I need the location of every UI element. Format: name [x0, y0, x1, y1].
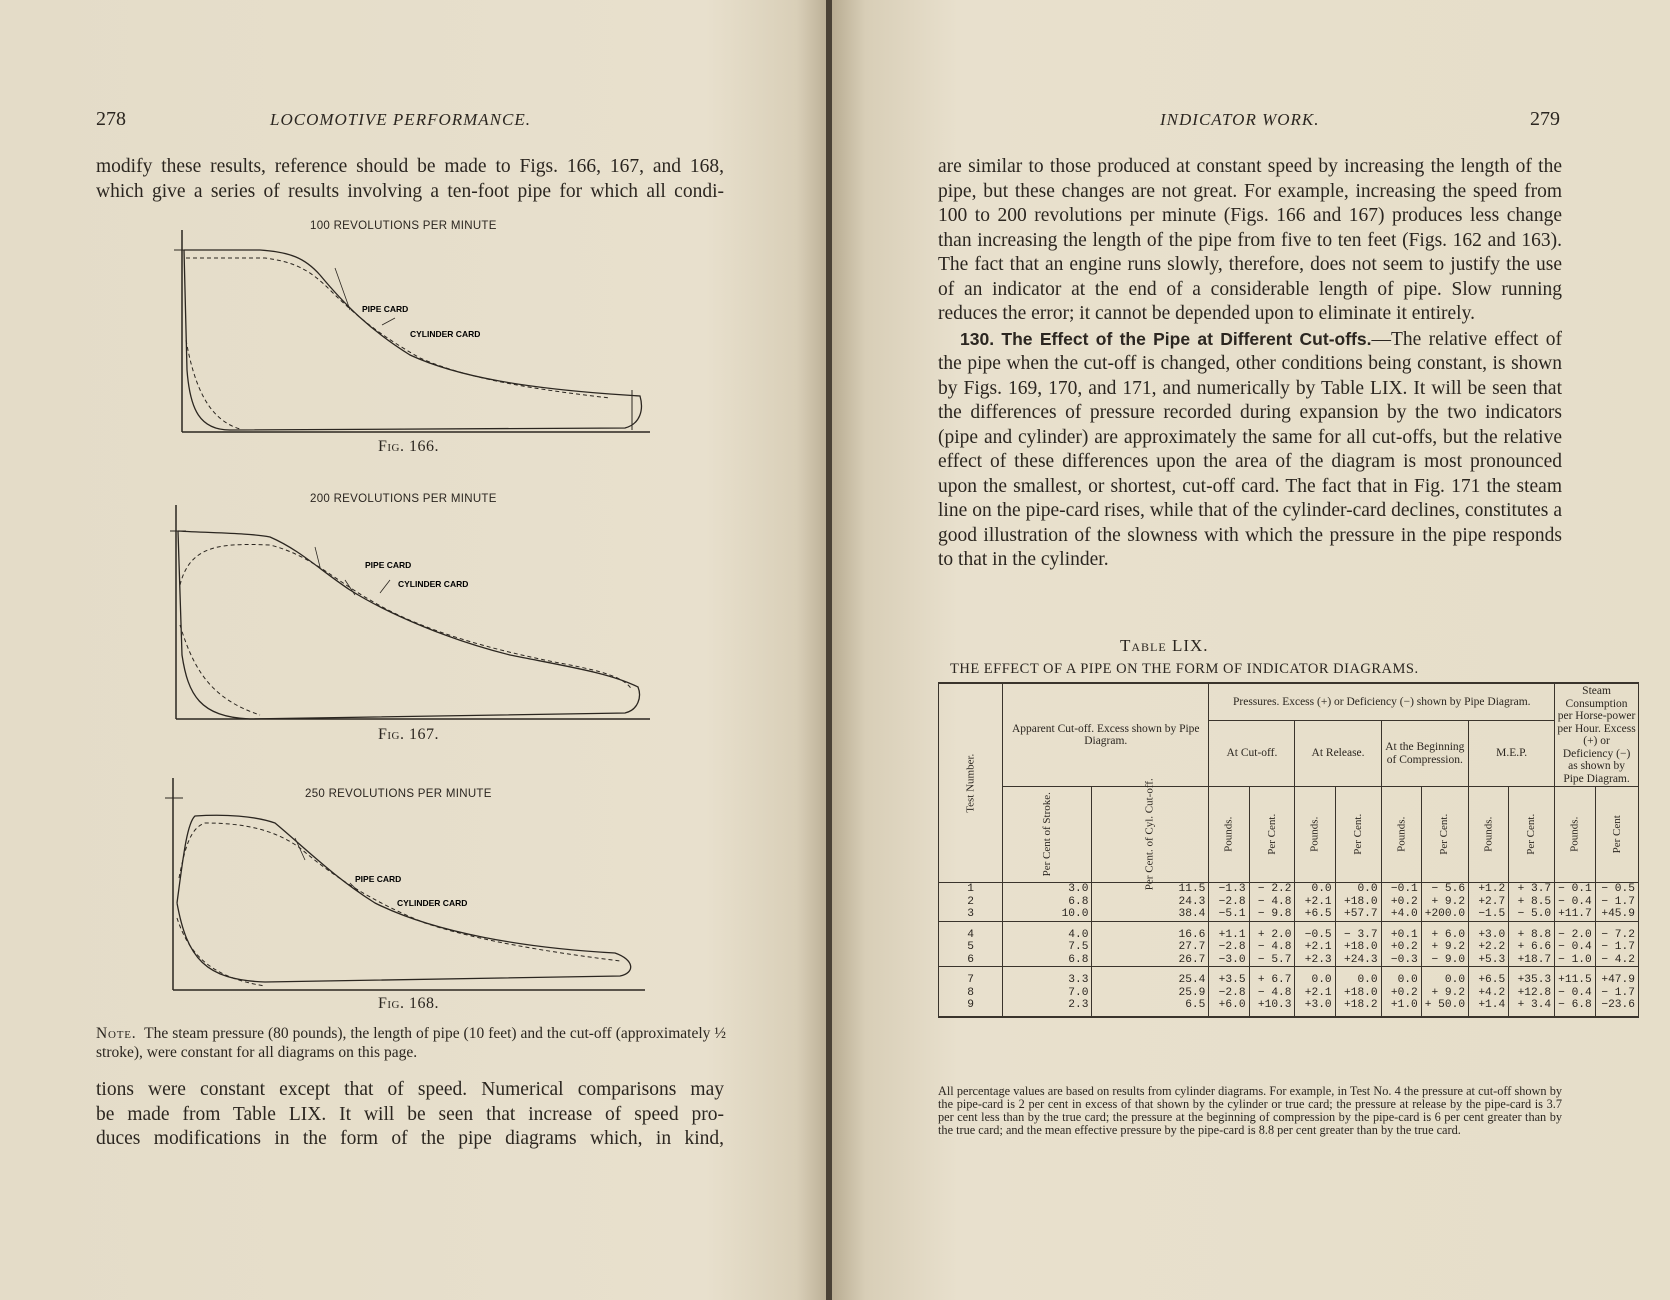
table-cell: 0.0	[1381, 967, 1421, 987]
table-title: THE EFFECT OF A PIPE ON THE FORM OF INDICATOR DIAGRAMS.	[950, 661, 1419, 677]
table-cell: 27.7	[1092, 941, 1209, 954]
th-per-cent: Per Cent.	[1249, 787, 1295, 883]
fig-167-caption: Fig. 167.	[378, 726, 440, 743]
table-cell: 11.5	[1092, 883, 1209, 896]
table-cell: +18.2	[1335, 999, 1381, 1017]
table-cell: 3.0	[1003, 883, 1092, 896]
page-number-left: 278	[96, 108, 126, 130]
table-cell: + 6.7	[1249, 967, 1295, 987]
table-body	[939, 883, 1639, 1017]
table-cell: +3.0	[1295, 999, 1335, 1017]
th-pounds: Pounds.	[1555, 787, 1596, 883]
paragraph-2	[938, 327, 1562, 573]
table-cell: + 6.6	[1509, 941, 1555, 954]
note-label: Note.	[96, 1025, 137, 1042]
table-cell: + 8.8	[1509, 921, 1555, 941]
table-cell: +1.0	[1381, 999, 1421, 1017]
table-cell: − 3.7	[1335, 921, 1381, 941]
table-cell: +200.0	[1421, 908, 1468, 921]
test-number-cell: 8	[939, 987, 1003, 1000]
table-cell: +3.5	[1209, 967, 1249, 987]
th-per-cent: Per Cent.	[1421, 787, 1468, 883]
th-per-cent: Per Cent	[1595, 787, 1638, 883]
table-cell: +18.0	[1335, 896, 1381, 909]
text-line: modify these results, reference should be made to Figs. 166, 167, and 168,	[96, 156, 724, 177]
table-cell: 2.3	[1003, 999, 1092, 1017]
test-number-cell: 4	[939, 921, 1003, 941]
table-cell: + 9.2	[1421, 987, 1468, 1000]
table-cell: + 9.2	[1421, 896, 1468, 909]
table-cell: 6.8	[1003, 954, 1092, 967]
table-cell: +0.2	[1381, 896, 1421, 909]
paragraph-1: are similar to those produced at constant speed by increasing the length of the pipe, but these changes are not great. For example, increasing the speed from 100 to 200 revolutions per minute (Figs. 166 and 167) produces less change than increasing the length of the pipe from five to ten feet (Figs. 162 and 163). The fact that an engine runs slowly, therefore, does not seem to justify the use of an indicator at the end of a considerable length of pipe. Slow running reduces the error; it cannot be depended upon to eliminate it entirely.	[938, 156, 1562, 324]
table-cell: − 1.0	[1555, 954, 1596, 967]
table-cell: +35.3	[1509, 967, 1555, 987]
table-cell: 6.5	[1092, 999, 1209, 1017]
text-line: tions were constant except that of speed. Numerical comparisons may	[96, 1079, 724, 1100]
th-pounds: Pounds.	[1209, 787, 1249, 883]
table-cell: − 0.4	[1555, 941, 1596, 954]
table-cell: −2.8	[1209, 987, 1249, 1000]
table-cell: +2.1	[1295, 987, 1335, 1000]
test-number-cell: 5	[939, 941, 1003, 954]
table-cell: − 2.2	[1249, 883, 1295, 896]
test-number-cell: 2	[939, 896, 1003, 909]
table-cell: − 9.8	[1249, 908, 1295, 921]
table-row	[939, 954, 1639, 967]
table-cell: +6.0	[1209, 999, 1249, 1017]
fig-166-caption: Fig. 166.	[378, 438, 440, 455]
table-cell: 16.6	[1092, 921, 1209, 941]
test-number-cell: 3	[939, 908, 1003, 921]
table-cell: −0.5	[1295, 921, 1335, 941]
table-cell: 4.0	[1003, 921, 1092, 941]
th-pounds: Pounds.	[1381, 787, 1421, 883]
table-cell: + 8.5	[1509, 896, 1555, 909]
note-text: The steam pressure (80 pounds), the length of pipe (10 feet) and the cut-off (approximately ½ stroke), were constant for all diagrams on this page.	[96, 1025, 726, 1061]
test-number-cell: 1	[939, 883, 1003, 896]
th-mep: M.E.P.	[1469, 721, 1555, 787]
table-cell: − 7.2	[1595, 921, 1638, 941]
table-cell: +10.3	[1249, 999, 1295, 1017]
table-cell: +57.7	[1335, 908, 1381, 921]
table-cell: +6.5	[1295, 908, 1335, 921]
table-cell: +3.0	[1469, 921, 1509, 941]
fig-166-cylinder-label: CYLINDER CARD	[410, 329, 481, 339]
table-cell: + 6.0	[1421, 921, 1468, 941]
table-row	[939, 999, 1639, 1017]
page-number-right: 279	[1530, 108, 1560, 130]
table-cell: − 1.7	[1595, 987, 1638, 1000]
fig-168-pipe-label: PIPE CARD	[355, 874, 402, 884]
table-row	[939, 921, 1639, 941]
table-cell: 0.0	[1421, 967, 1468, 987]
table-cell: − 1.7	[1595, 896, 1638, 909]
table-cell: +0.1	[1381, 921, 1421, 941]
table-cell: +5.3	[1469, 954, 1509, 967]
table-cell: − 0.4	[1555, 896, 1596, 909]
table-cell: 24.3	[1092, 896, 1209, 909]
text-line: be made from Table LIX. It will be seen that increase of speed pro-	[96, 1103, 724, 1125]
running-head-right: INDICATOR WORK.	[1160, 110, 1320, 129]
fig-167-diagram	[170, 505, 660, 725]
left-page	[0, 0, 830, 1300]
table-cell: − 4.8	[1249, 896, 1295, 909]
section-heading: The Effect of the Pipe at Different Cut-offs.	[1001, 328, 1372, 349]
table-cell: 0.0	[1295, 883, 1335, 896]
table-cell: + 9.2	[1421, 941, 1468, 954]
fig-168-cylinder-label: CYLINDER CARD	[397, 898, 468, 908]
fig-167-pipe-label: PIPE CARD	[365, 560, 412, 570]
table-cell: −5.1	[1209, 908, 1249, 921]
table-row	[939, 987, 1639, 1000]
table-cell: 7.5	[1003, 941, 1092, 954]
table-cell: +2.1	[1295, 896, 1335, 909]
table-cell: −1.3	[1209, 883, 1249, 896]
table-cell: +2.7	[1469, 896, 1509, 909]
table-cell: +1.2	[1469, 883, 1509, 896]
table-cell: + 50.0	[1421, 999, 1468, 1017]
th-per-cent: Per Cent.	[1335, 787, 1381, 883]
table-cell: 25.4	[1092, 967, 1209, 987]
fig-167-cylinder-label: CYLINDER CARD	[398, 579, 469, 589]
text-line: which give a series of results involving a ten-foot pipe for which all condi-	[96, 180, 724, 202]
paragraph-top	[96, 155, 724, 204]
section-number: 130.	[960, 328, 995, 349]
fig-168-title: 250 REVOLUTIONS PER MINUTE	[305, 788, 492, 800]
table-cell: − 5.7	[1249, 954, 1295, 967]
test-number-cell: 9	[939, 999, 1003, 1017]
table-row	[939, 908, 1639, 921]
table-cell: +1.1	[1209, 921, 1249, 941]
th-pressures: Pressures. Excess (+) or Deficiency (−) shown by Pipe Diagram.	[1209, 683, 1555, 721]
th-pounds: Pounds.	[1469, 787, 1509, 883]
table-cell: + 2.0	[1249, 921, 1295, 941]
table-cell: 10.0	[1003, 908, 1092, 921]
table-cell: −2.8	[1209, 896, 1249, 909]
table-cell: − 1.7	[1595, 941, 1638, 954]
paragraph-2-body: —The relative effect of the pipe when the cut-off is changed, other conditions being constant, is shown by Figs. 169, 170, and 171, and numerically by Table LIX. It will be seen that the differences of pressure recorded during expansion by the two indicators (pipe and cylinder) are approximately the same for all cut-offs, but the relative effect of these differences upon the area of the diagram is most pronounced upon the smallest, or shortest, cut-off card. The fact that in Fig. 171 the steam line on the pipe-card rises, while that of the cylinder-card declines, constitutes a good illustration of the slowness with which the pressure in the pipe responds to that in the cylinder.	[938, 328, 1562, 570]
table-cell: − 2.0	[1555, 921, 1596, 941]
table-cell: +2.2	[1469, 941, 1509, 954]
table-cell: +47.9	[1595, 967, 1638, 987]
table-label: Table LIX.	[1120, 636, 1209, 655]
table-cell: +18.7	[1509, 954, 1555, 967]
table-cell: 3.3	[1003, 967, 1092, 987]
table-cell: − 4.2	[1595, 954, 1638, 967]
table-cell: +6.5	[1469, 967, 1509, 987]
table-cell: +4.2	[1469, 987, 1509, 1000]
th-apparent-cutoff: Apparent Cut-off. Excess shown by Pipe Diagram.	[1003, 683, 1209, 787]
table-cell: −3.0	[1209, 954, 1249, 967]
table-cell: −23.6	[1595, 999, 1638, 1017]
table-cell: −0.3	[1381, 954, 1421, 967]
th-at-cutoff: At Cut-off.	[1209, 721, 1295, 787]
table-cell: +1.4	[1469, 999, 1509, 1017]
table-lix	[938, 682, 1639, 1018]
th-at-compression: At the Beginning of Compression.	[1381, 721, 1468, 787]
table-cell: − 5.6	[1421, 883, 1468, 896]
table-cell: 0.0	[1335, 883, 1381, 896]
right-body-text	[938, 155, 1562, 573]
table-cell: −1.5	[1469, 908, 1509, 921]
running-head-left: LOCOMOTIVE PERFORMANCE.	[270, 110, 531, 129]
fig-166-title: 100 REVOLUTIONS PER MINUTE	[310, 220, 497, 232]
table-cell: − 6.8	[1555, 999, 1596, 1017]
table-cell: +18.0	[1335, 987, 1381, 1000]
table-row	[939, 883, 1639, 896]
table-cell: 6.8	[1003, 896, 1092, 909]
fig-168-diagram	[165, 778, 655, 996]
table-cell: +24.3	[1335, 954, 1381, 967]
table-cell: +4.0	[1381, 908, 1421, 921]
th-pounds: Pounds.	[1295, 787, 1335, 883]
table-cell: − 9.0	[1421, 954, 1468, 967]
table-cell: − 5.0	[1509, 908, 1555, 921]
table-cell: +11.5	[1555, 967, 1596, 987]
table-row	[939, 967, 1639, 987]
th-pct-stroke: Per Cent of Stroke.	[1003, 787, 1092, 883]
table-cell: − 0.4	[1555, 987, 1596, 1000]
fig-168-caption: Fig. 168.	[378, 995, 440, 1012]
table-cell: +0.2	[1381, 941, 1421, 954]
th-at-release: At Release.	[1295, 721, 1381, 787]
paragraph-bottom	[96, 1078, 724, 1152]
table-cell: +2.1	[1295, 941, 1335, 954]
table-cell: +0.2	[1381, 987, 1421, 1000]
fig-166-pipe-label: PIPE CARD	[362, 304, 409, 314]
table-cell: −2.8	[1209, 941, 1249, 954]
table-cell: +12.8	[1509, 987, 1555, 1000]
table-cell: + 3.7	[1509, 883, 1555, 896]
table-cell: − 0.5	[1595, 883, 1638, 896]
table-cell: +18.0	[1335, 941, 1381, 954]
table-cell: − 4.8	[1249, 987, 1295, 1000]
table-row	[939, 941, 1639, 954]
table-cell: +11.7	[1555, 908, 1596, 921]
table-cell: +45.9	[1595, 908, 1638, 921]
th-per-cent: Per Cent.	[1509, 787, 1555, 883]
table-cell: −0.1	[1381, 883, 1421, 896]
test-number-cell: 7	[939, 967, 1003, 987]
th-test-number: Test Number.	[939, 683, 1003, 883]
text-line: duces modifications in the form of the pipe diagrams which, in kind,	[96, 1128, 724, 1149]
table-cell: − 0.1	[1555, 883, 1596, 896]
table-row	[939, 896, 1639, 909]
table-cell: 25.9	[1092, 987, 1209, 1000]
table-cell: 38.4	[1092, 908, 1209, 921]
th-steam-consumption: Steam Consumption per Horse-power per Hour. Excess (+) or Deficiency (−) as shown by Pipe Diagram.	[1555, 683, 1639, 787]
figure-note	[96, 1025, 726, 1062]
table-cell: 7.0	[1003, 987, 1092, 1000]
table-cell: 26.7	[1092, 954, 1209, 967]
table-cell: +2.3	[1295, 954, 1335, 967]
th-pct-cyl-cutoff: Per Cent. of Cyl. Cut-off.	[1092, 787, 1209, 883]
table-cell: − 4.8	[1249, 941, 1295, 954]
fig-167-title: 200 REVOLUTIONS PER MINUTE	[310, 493, 497, 505]
test-number-cell: 6	[939, 954, 1003, 967]
table-cell: 0.0	[1335, 967, 1381, 987]
fig-166-diagram	[170, 230, 660, 440]
table-cell: + 3.4	[1509, 999, 1555, 1017]
table-cell: 0.0	[1295, 967, 1335, 987]
table-footnote: All percentage values are based on results from cylinder diagrams. For example, in Test No. 4 the pressure at cut-off shown by the pipe-card is 2 per cent in excess of that shown by the cylinder or true card; the pressure at release by the pipe-card is 3.7 per cent less than by the true card; the pressure at the beginning of compression by the pipe-card is 6 per cent greater than by the true card; and the mean effective pressure by the pipe-card is 8.8 per cent greater than by the true card.	[938, 1084, 1562, 1137]
